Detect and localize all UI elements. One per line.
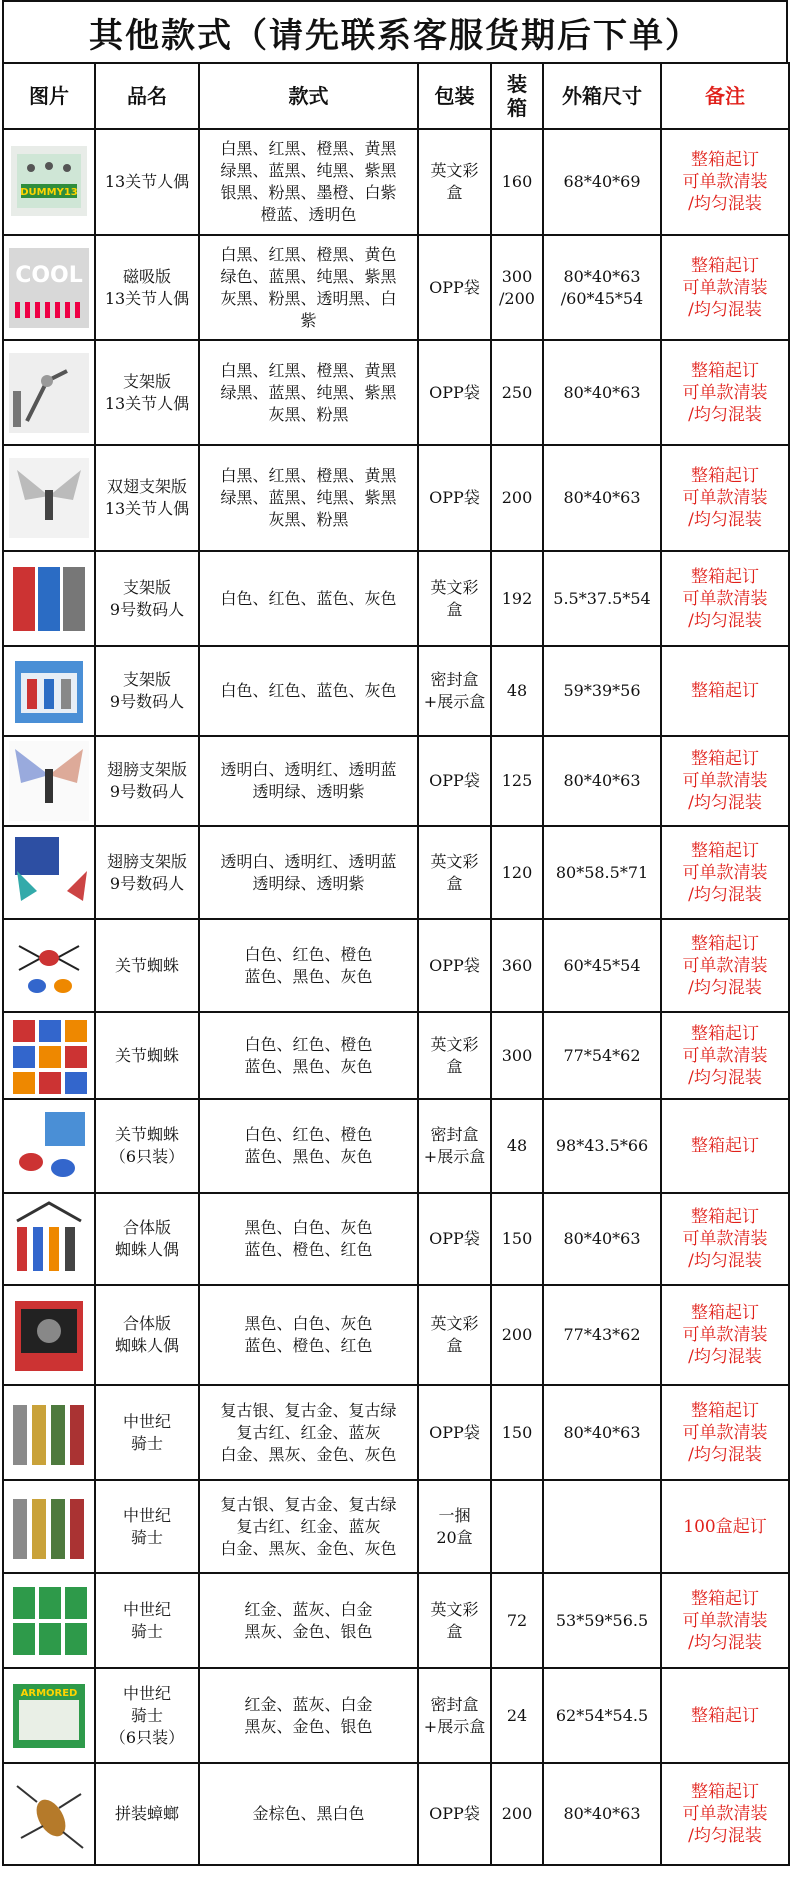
product-remark: 整箱起订 可单款清装 /均匀混装 <box>661 1285 789 1385</box>
product-carton: 77*54*62 <box>543 1012 661 1099</box>
catalog-sheet <box>2 0 788 1866</box>
product-package: OPP袋 <box>418 1763 491 1865</box>
product-table <box>2 62 790 1866</box>
product-qty: 72 <box>491 1573 543 1668</box>
table-row <box>3 235 789 340</box>
product-remark: 整箱起订 可单款清装 /均匀混装 <box>661 1012 789 1099</box>
product-style: 红金、蓝灰、白金 黑灰、金色、银色 <box>199 1573 418 1668</box>
product-style: 红金、蓝灰、白金 黑灰、金色、银色 <box>199 1668 418 1763</box>
product-package: 英文彩 盒 <box>418 551 491 646</box>
product-remark: 整箱起订 可单款清装 /均匀混装 <box>661 551 789 646</box>
product-package: 英文彩 盒 <box>418 1573 491 1668</box>
product-image-cell <box>3 1763 95 1865</box>
product-remark: 100盒起订 <box>661 1480 789 1573</box>
product-image <box>7 1014 91 1098</box>
product-image <box>7 140 91 224</box>
product-image <box>7 831 91 915</box>
product-name: 合体版 蜘蛛人偶 <box>95 1285 199 1385</box>
product-name: 中世纪 骑士 <box>95 1573 199 1668</box>
product-carton: 80*40*63 <box>543 1193 661 1285</box>
product-image <box>7 1104 91 1188</box>
product-image <box>7 1197 91 1281</box>
product-qty: 150 <box>491 1193 543 1285</box>
header-remark: 备注 <box>661 63 789 129</box>
product-image <box>7 1391 91 1475</box>
product-remark: 整箱起订 可单款清装 /均匀混装 <box>661 1385 789 1480</box>
product-remark: 整箱起订 可单款清装 /均匀混装 <box>661 736 789 826</box>
product-style: 白色、红色、橙色 蓝色、黑色、灰色 <box>199 1012 418 1099</box>
product-image-cell <box>3 1099 95 1193</box>
product-carton: 60*45*54 <box>543 919 661 1012</box>
product-image <box>7 739 91 823</box>
product-qty: 48 <box>491 646 543 736</box>
table-row <box>3 1285 789 1385</box>
table-row <box>3 1763 789 1865</box>
product-style: 白黑、红黑、橙黑、黄黑 绿黑、蓝黑、纯黑、紫黑 灰黑、粉黑 <box>199 340 418 445</box>
product-package: OPP袋 <box>418 1193 491 1285</box>
product-name: 支架版 13关节人偶 <box>95 340 199 445</box>
product-qty: 120 <box>491 826 543 919</box>
product-image-cell <box>3 1668 95 1763</box>
product-remark: 整箱起订 可单款清装 /均匀混装 <box>661 1763 789 1865</box>
product-name: 关节蜘蛛 <box>95 1012 199 1099</box>
table-row <box>3 919 789 1012</box>
table-row <box>3 445 789 551</box>
table-row <box>3 129 789 235</box>
product-style: 白色、红色、蓝色、灰色 <box>199 646 418 736</box>
header-carton: 外箱尺寸 <box>543 63 661 129</box>
product-image-cell <box>3 826 95 919</box>
product-remark: 整箱起订 可单款清装 /均匀混装 <box>661 1193 789 1285</box>
product-carton: 5.5*37.5*54 <box>543 551 661 646</box>
product-carton: 68*40*69 <box>543 129 661 235</box>
product-style: 白黑、红黑、橙黑、黄色 绿色、蓝黑、纯黑、紫黑 灰黑、粉黑、透明黑、白 紫 <box>199 235 418 340</box>
product-qty: 150 <box>491 1385 543 1480</box>
product-remark: 整箱起订 <box>661 646 789 736</box>
table-row <box>3 736 789 826</box>
product-image <box>7 1485 91 1569</box>
table-row <box>3 1099 789 1193</box>
product-carton: 80*40*63 /60*45*54 <box>543 235 661 340</box>
product-qty: 250 <box>491 340 543 445</box>
table-row <box>3 646 789 736</box>
product-image-cell <box>3 1385 95 1480</box>
table-row <box>3 1012 789 1099</box>
product-image <box>7 924 91 1008</box>
product-style: 黑色、白色、灰色 蓝色、橙色、红色 <box>199 1193 418 1285</box>
header-package: 包装 <box>418 63 491 129</box>
product-image-cell <box>3 1012 95 1099</box>
product-style: 白色、红色、橙色 蓝色、黑色、灰色 <box>199 1099 418 1193</box>
product-qty <box>491 1480 543 1573</box>
product-package: OPP袋 <box>418 445 491 551</box>
product-image-cell <box>3 129 95 235</box>
product-image-cell <box>3 736 95 826</box>
product-carton: 80*40*63 <box>543 736 661 826</box>
product-package: 密封盒 +展示盒 <box>418 646 491 736</box>
product-qty: 192 <box>491 551 543 646</box>
product-carton: 77*43*62 <box>543 1285 661 1385</box>
product-carton: 53*59*56.5 <box>543 1573 661 1668</box>
product-style: 白色、红色、蓝色、灰色 <box>199 551 418 646</box>
header-name: 品名 <box>95 63 199 129</box>
product-style: 透明白、透明红、透明蓝 透明绿、透明紫 <box>199 736 418 826</box>
product-image <box>7 351 91 435</box>
product-style: 透明白、透明红、透明蓝 透明绿、透明紫 <box>199 826 418 919</box>
product-name: 支架版 9号数码人 <box>95 646 199 736</box>
product-name: 中世纪 骑士 <box>95 1480 199 1573</box>
product-image-cell <box>3 235 95 340</box>
product-remark: 整箱起订 可单款清装 /均匀混装 <box>661 340 789 445</box>
product-qty: 200 <box>491 1763 543 1865</box>
table-row <box>3 1480 789 1573</box>
svg-text:DUMMY13: DUMMY13 <box>20 187 78 198</box>
product-package: 英文彩 盒 <box>418 1012 491 1099</box>
product-name: 关节蜘蛛 （6只装） <box>95 1099 199 1193</box>
product-style: 复古银、复古金、复古绿 复古红、红金、蓝灰 白金、黑灰、金色、灰色 <box>199 1385 418 1480</box>
product-image <box>7 1579 91 1663</box>
product-package: OPP袋 <box>418 235 491 340</box>
product-package: 英文彩 盒 <box>418 826 491 919</box>
product-name: 磁吸版 13关节人偶 <box>95 235 199 340</box>
product-name: 翅膀支架版 9号数码人 <box>95 826 199 919</box>
product-image-cell <box>3 1285 95 1385</box>
product-package: 密封盒 +展示盒 <box>418 1668 491 1763</box>
product-style: 黑色、白色、灰色 蓝色、橙色、红色 <box>199 1285 418 1385</box>
product-image-cell <box>3 1573 95 1668</box>
product-qty: 24 <box>491 1668 543 1763</box>
header-row <box>3 63 789 129</box>
product-name: 双翅支架版 13关节人偶 <box>95 445 199 551</box>
product-carton: 80*40*63 <box>543 445 661 551</box>
product-carton <box>543 1480 661 1573</box>
product-qty: 360 <box>491 919 543 1012</box>
product-carton: 80*40*63 <box>543 1763 661 1865</box>
product-image-cell <box>3 646 95 736</box>
product-qty: 125 <box>491 736 543 826</box>
table-row <box>3 340 789 445</box>
product-style: 白色、红色、橙色 蓝色、黑色、灰色 <box>199 919 418 1012</box>
table-row <box>3 1193 789 1285</box>
product-name: 支架版 9号数码人 <box>95 551 199 646</box>
product-remark: 整箱起订 可单款清装 /均匀混装 <box>661 1573 789 1668</box>
product-name: 中世纪 骑士 <box>95 1385 199 1480</box>
product-image-cell <box>3 551 95 646</box>
product-remark: 整箱起订 可单款清装 /均匀混装 <box>661 129 789 235</box>
product-image <box>7 246 91 330</box>
product-package: OPP袋 <box>418 340 491 445</box>
product-image-cell <box>3 340 95 445</box>
svg-text:COOL: COOL <box>15 262 83 288</box>
product-image-cell <box>3 1193 95 1285</box>
product-remark: 整箱起订 可单款清装 /均匀混装 <box>661 919 789 1012</box>
product-qty: 200 <box>491 1285 543 1385</box>
product-qty: 48 <box>491 1099 543 1193</box>
product-image <box>7 557 91 641</box>
header-qty: 装 箱 <box>491 63 543 129</box>
product-qty: 160 <box>491 129 543 235</box>
product-carton: 98*43.5*66 <box>543 1099 661 1193</box>
product-carton: 80*58.5*71 <box>543 826 661 919</box>
table-row <box>3 1668 789 1763</box>
product-image <box>7 456 91 540</box>
product-name: 拼装蟑螂 <box>95 1763 199 1865</box>
product-style: 白黑、红黑、橙黑、黄黑 绿黑、蓝黑、纯黑、紫黑 灰黑、粉黑 <box>199 445 418 551</box>
product-image <box>7 1293 91 1377</box>
table-row <box>3 1573 789 1668</box>
product-name: 翅膀支架版 9号数码人 <box>95 736 199 826</box>
product-package: OPP袋 <box>418 919 491 1012</box>
product-package: 一捆 20盒 <box>418 1480 491 1573</box>
header-style: 款式 <box>199 63 418 129</box>
title-bar <box>2 0 788 62</box>
product-image <box>7 649 91 733</box>
product-carton: 59*39*56 <box>543 646 661 736</box>
table-row <box>3 551 789 646</box>
product-style: 复古银、复古金、复古绿 复古红、红金、蓝灰 白金、黑灰、金色、灰色 <box>199 1480 418 1573</box>
product-image <box>7 1772 91 1856</box>
product-package: OPP袋 <box>418 1385 491 1480</box>
product-name: 13关节人偶 <box>95 129 199 235</box>
product-qty: 200 <box>491 445 543 551</box>
product-remark: 整箱起订 可单款清装 /均匀混装 <box>661 445 789 551</box>
product-style: 金棕色、黑白色 <box>199 1763 418 1865</box>
product-remark: 整箱起订 <box>661 1099 789 1193</box>
product-package: 英文彩 盒 <box>418 1285 491 1385</box>
product-name: 中世纪 骑士 （6只装） <box>95 1668 199 1763</box>
product-qty: 300 <box>491 1012 543 1099</box>
product-qty: 300 /200 <box>491 235 543 340</box>
table-row <box>3 826 789 919</box>
product-carton: 80*40*63 <box>543 340 661 445</box>
product-image-cell <box>3 1480 95 1573</box>
table-row <box>3 1385 789 1480</box>
product-package: 密封盒 +展示盒 <box>418 1099 491 1193</box>
page-title: 其他款式（请先联系客服货期后下单） <box>89 15 701 56</box>
product-carton: 80*40*63 <box>543 1385 661 1480</box>
product-remark: 整箱起订 可单款清装 /均匀混装 <box>661 235 789 340</box>
product-name: 关节蜘蛛 <box>95 919 199 1012</box>
product-package: 英文彩 盒 <box>418 129 491 235</box>
product-carton: 62*54*54.5 <box>543 1668 661 1763</box>
product-package: OPP袋 <box>418 736 491 826</box>
product-remark: 整箱起订 <box>661 1668 789 1763</box>
product-image <box>7 1674 91 1758</box>
product-remark: 整箱起订 可单款清装 /均匀混装 <box>661 826 789 919</box>
header-image: 图片 <box>3 63 95 129</box>
svg-text:ARMORED: ARMORED <box>20 1687 78 1699</box>
product-image-cell <box>3 919 95 1012</box>
product-image-cell <box>3 445 95 551</box>
product-name: 合体版 蜘蛛人偶 <box>95 1193 199 1285</box>
product-style: 白黑、红黑、橙黑、黄黑 绿黑、蓝黑、纯黑、紫黑 银黑、粉黑、墨橙、白紫 橙蓝、透明色 <box>199 129 418 235</box>
